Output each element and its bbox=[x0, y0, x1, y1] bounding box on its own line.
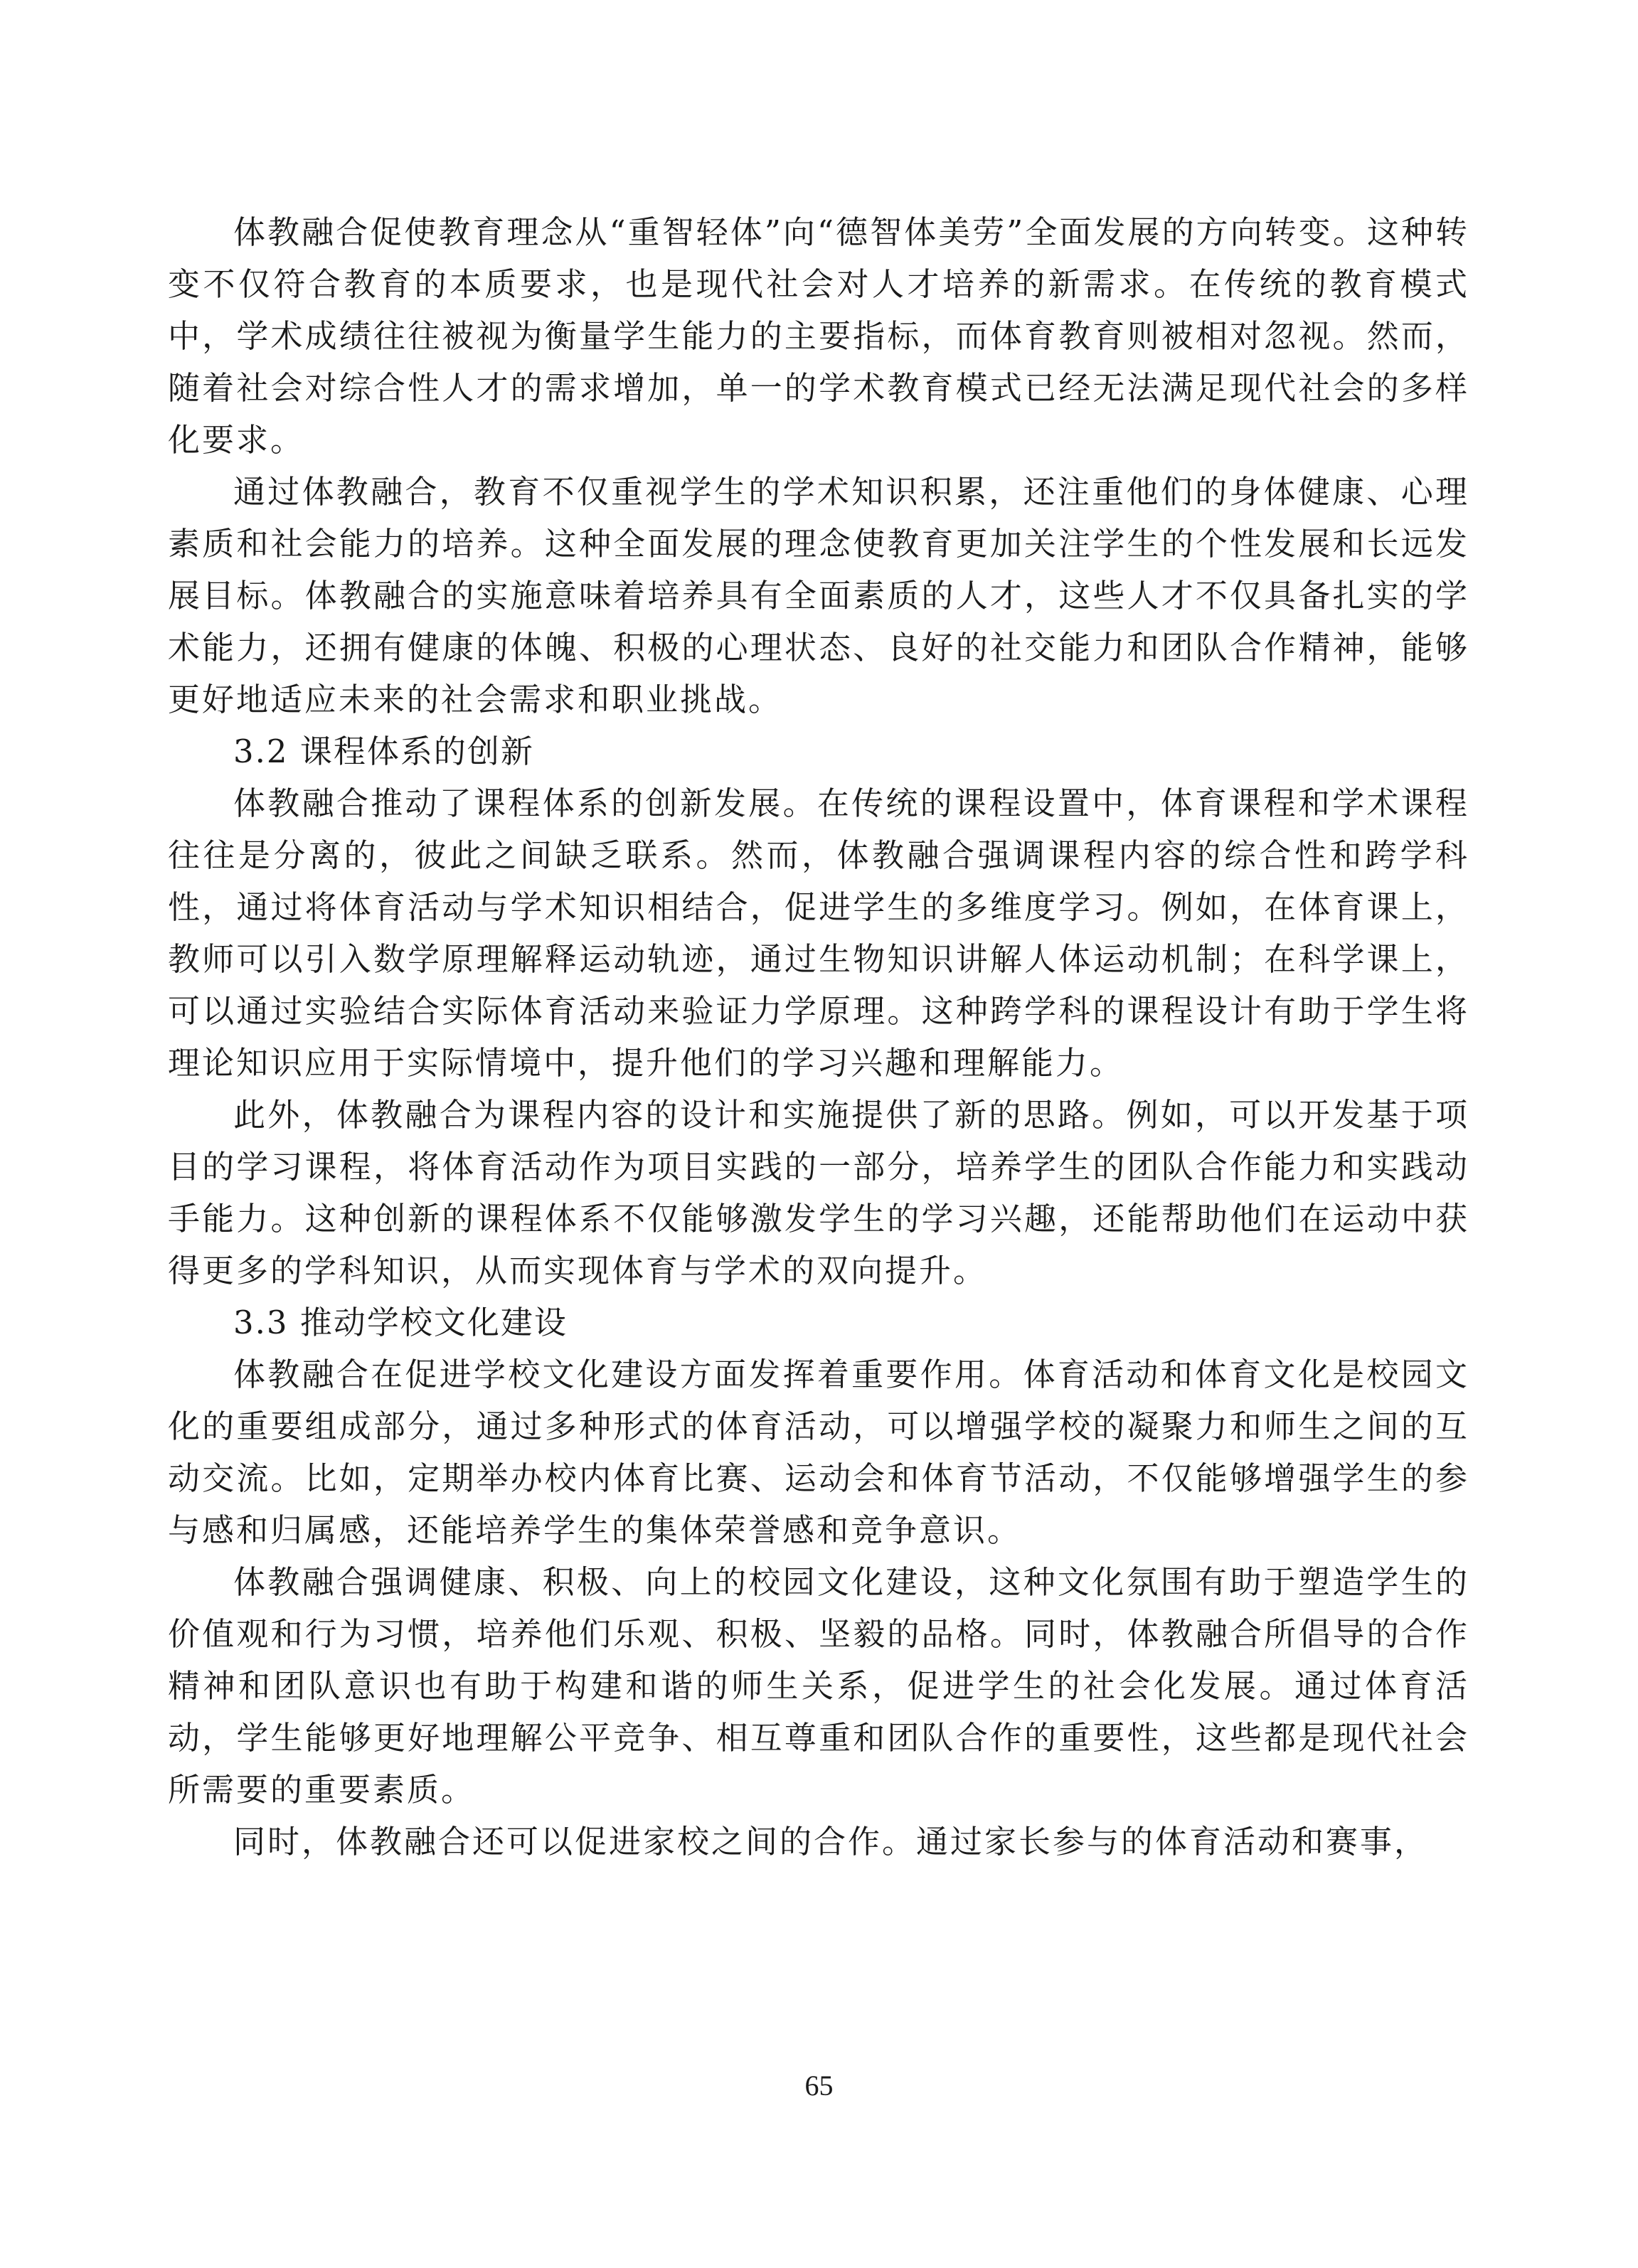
paragraph: 同时，体教融合还可以促进家校之间的合作。通过家长参与的体育活动和赛事， bbox=[233, 1823, 1429, 1860]
section-heading-3-2: 3.2 课程体系的创新 bbox=[233, 733, 534, 770]
paragraph: 体教融合推动了课程体系的创新发展。在传统的课程设置中，体育课程和学术课程往往是分离的，彼此之间缺乏联系。然而，体教融合强调课程内容的综合性和跨学科性，通过将体育活动与学术知识相结合，促进学生的多维度学习。例如，在体育课上，教师可以引入数学原理解释运动轨迹，通过生物知识讲解人体运动机制；在科学课上，可以通过实验结合实际体育活动来验证力学原理。这种跨学科的课程设计有助于学生将理论知识应用于实际情境中，提升他们的学习兴趣和理解能力。 bbox=[168, 784, 1469, 1082]
paragraph: 通过体教融合，教育不仅重视学生的学术知识积累，还注重他们的身体健康、心理素质和社会能力的培养。这种全面发展的理念使教育更加关注学生的个性发展和长远发展目标。体教融合的实施意味着培养具有全面素质的人才，这些人才不仅具备扎实的学术能力，还拥有健康的体魄、积极的心理状态、良好的社交能力和团队合作精神，能够更好地适应未来的社会需求和职业挑战。 bbox=[168, 473, 1469, 718]
section-heading-3-3: 3.3 推动学校文化建设 bbox=[233, 1304, 568, 1341]
paragraph: 体教融合促使教育理念从“重智轻体”向“德智体美劳”全面发展的方向转变。这种转变不仅符合教育的本质要求，也是现代社会对人才培养的新需求。在传统的教育模式中，学术成绩往往被视为衡量学生能力的主要指标，而体育教育则被相对忽视。然而，随着社会对综合性人才的需求增加，单一的学术教育模式已经无法满足现代社会的多样化要求。 bbox=[168, 213, 1469, 459]
paragraph: 此外，体教融合为课程内容的设计和实施提供了新的思路。例如，可以开发基于项目的学习课程，将体育活动作为项目实践的一部分，培养学生的团队合作能力和实践动手能力。这种创新的课程体系不仅能够激发学生的学习兴趣，还能帮助他们在运动中获得更多的学科知识，从而实现体育与学术的双向提升。 bbox=[168, 1096, 1469, 1289]
page-number: 65 bbox=[804, 2070, 834, 2102]
page-body bbox=[168, 206, 1469, 1868]
paragraph: 体教融合在促进学校文化建设方面发挥着重要作用。体育活动和体育文化是校园文化的重要组成部分，通过多种形式的体育活动，可以增强学校的凝聚力和师生之间的互动交流。比如，定期举办校内体育比赛、运动会和体育节活动，不仅能够增强学生的参与感和归属感，还能培养学生的集体荣誉感和竞争意识。 bbox=[168, 1356, 1469, 1549]
paragraph: 体教融合强调健康、积极、向上的校园文化建设，这种文化氛围有助于塑造学生的价值观和行为习惯，培养他们乐观、积极、坚毅的品格。同时，体教融合所倡导的合作精神和团队意识也有助于构建和谐的师生关系，促进学生的社会化发展。通过体育活动，学生能够更好地理解公平竞争、相互尊重和团队合作的重要性，这些都是现代社会所需要的重要素质。 bbox=[168, 1563, 1469, 1809]
